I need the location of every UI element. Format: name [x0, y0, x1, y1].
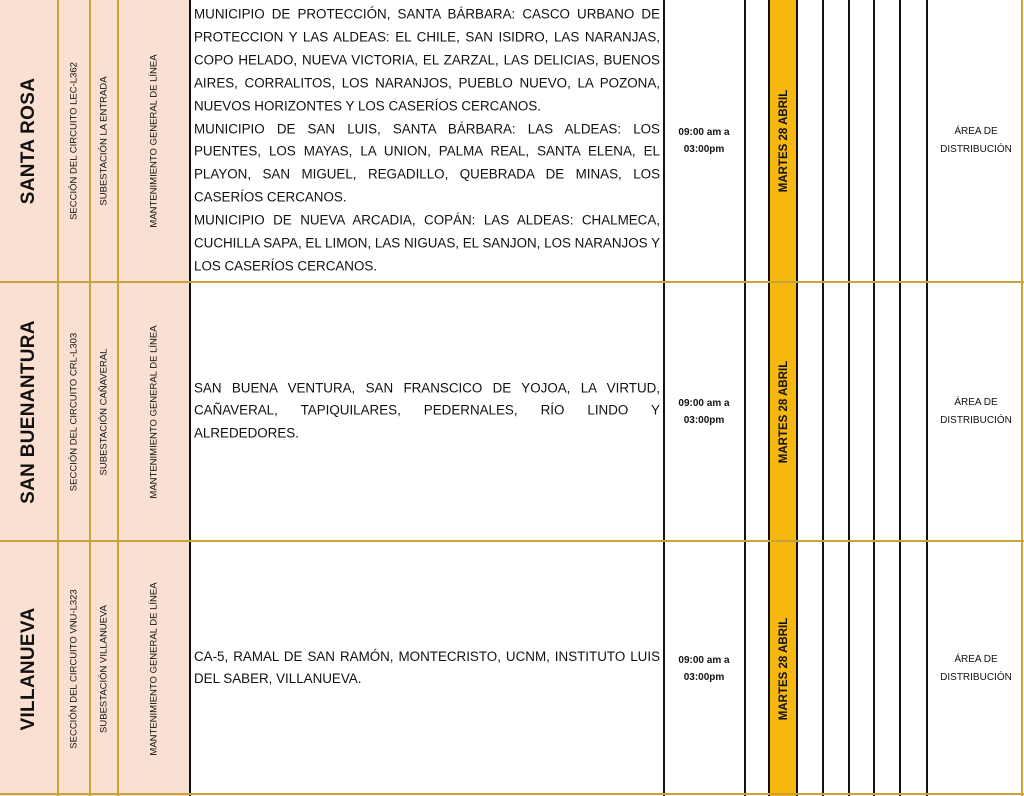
time-end: 03:00pm	[683, 144, 725, 155]
outage-date: MARTES 28 ABRIL	[777, 89, 790, 193]
affected-areas-paragraph: CA-5, RAMAL DE SAN RAMÓN, MONTECRISTO, UCNM, INSTITUTO LUIS DEL SABER, VILLANUEVA.	[194, 648, 660, 687]
responsible-area	[928, 123, 1024, 159]
affected-areas-paragraph: MUNICIPIO DE SAN LUIS, SANTA BÁRBARA: LAS ALDEAS: LOS PUENTES, LOS MAYAS, LA UNION, PALMA REAL, SANTA ELENA, EL PLAYON, SAN MIGUEL, REGADILLO, QUEBRADA DE MINAS, LOS CASERÍOS CERCANOS.	[194, 121, 660, 205]
affected-areas-text	[190, 646, 664, 692]
circuit-cell	[58, 0, 90, 282]
circuit-label: SECCIÓN DEL CIRCUITO LEC-L362	[68, 62, 80, 220]
zone-name: VILLANUEVA	[18, 607, 39, 730]
circuit-cell	[58, 282, 90, 541]
column-divider	[796, 0, 798, 796]
row-divider	[0, 281, 1024, 283]
time-cell	[664, 0, 744, 282]
date-cell	[770, 0, 797, 282]
column-divider	[89, 0, 91, 796]
area-line-2: DISTRIBUCIÓN	[940, 414, 1012, 426]
affected-areas-paragraph: SAN BUENA VENTURA, SAN FRANSCICO DE YOJOA, LA VIRTUD, CAÑAVERAL, TAPIQUILARES, PEDERNALES, RÍO LINDO Y ALREDEDORES.	[194, 380, 660, 441]
zone-name: SAN BUENANTURA	[18, 319, 39, 504]
time-start: 09:00 am a	[678, 127, 730, 138]
work-type-label: MANTENIMIENTO GENERAL DE LÍNEA	[148, 581, 160, 756]
column-divider	[822, 0, 824, 796]
zone-cell	[0, 0, 58, 282]
zone-cell	[0, 541, 58, 796]
date-cell	[770, 541, 797, 796]
column-divider	[663, 0, 665, 796]
area-line-2: DISTRIBUCIÓN	[940, 671, 1012, 683]
column-divider	[926, 0, 928, 796]
time-start: 09:00 am a	[678, 397, 730, 409]
column-divider	[744, 0, 746, 796]
affected-areas-cell	[190, 282, 664, 541]
affected-areas-text	[190, 4, 664, 279]
column-divider	[873, 0, 875, 796]
affected-areas-cell	[190, 541, 664, 796]
table-row	[0, 541, 1024, 796]
circuit-label: SECCIÓN DEL CIRCUITO VNU-L323	[68, 588, 80, 749]
substation-label: SUBESTACIÓN CAÑAVERAL	[98, 348, 110, 475]
column-divider	[848, 0, 850, 796]
affected-areas-text	[190, 377, 664, 446]
affected-areas-cell	[190, 0, 664, 282]
zone-cell	[0, 282, 58, 541]
outage-date: MARTES 28 ABRIL	[777, 617, 790, 720]
column-divider	[1021, 0, 1023, 796]
outage-date: MARTES 28 ABRIL	[777, 360, 790, 463]
column-divider	[117, 0, 119, 796]
substation-cell	[90, 0, 118, 282]
time-end: 03:00pm	[683, 671, 725, 683]
area-line-1: ÁREA DE	[954, 126, 998, 137]
responsible-area	[928, 394, 1024, 430]
zone-name: SANTA ROSA	[18, 77, 39, 205]
work-type-cell	[118, 541, 190, 796]
time-start: 09:00 am a	[678, 654, 730, 666]
substation-cell	[90, 541, 118, 796]
time-cell	[664, 541, 744, 796]
circuit-cell	[58, 541, 90, 796]
substation-cell	[90, 282, 118, 541]
row-divider	[0, 540, 1024, 542]
area-line-2: DISTRIBUCIÓN	[940, 144, 1012, 155]
area-line-1: ÁREA DE	[954, 396, 998, 408]
work-type-cell	[118, 282, 190, 541]
column-divider	[899, 0, 901, 796]
column-divider	[768, 0, 770, 796]
time-range	[664, 652, 744, 686]
area-cell	[928, 282, 1024, 541]
time-end: 03:00pm	[683, 414, 725, 426]
area-line-1: ÁREA DE	[954, 653, 998, 665]
area-cell	[928, 0, 1024, 282]
affected-areas-paragraph: MUNICIPIO DE NUEVA ARCADIA, COPÁN: LAS ALDEAS: CHALMECA, CUCHILLA SAPA, EL LIMON, LAS NIGUAS, EL SANJON, LOS NARANJOS Y LOS CASERÍOS CERCANOS.	[194, 212, 660, 274]
time-cell	[664, 282, 744, 541]
time-range	[664, 395, 744, 429]
substation-label: SUBESTACIÓN LA ENTRADA	[98, 76, 110, 206]
column-divider	[57, 0, 59, 796]
circuit-label: SECCIÓN DEL CIRCUITO CRL-L303	[68, 332, 80, 491]
table-row	[0, 0, 1024, 282]
responsible-area	[928, 651, 1024, 687]
column-divider	[189, 0, 191, 796]
table-row	[0, 282, 1024, 541]
row-divider	[0, 793, 1024, 795]
date-cell	[770, 282, 797, 541]
time-range	[664, 124, 744, 158]
work-type-label: MANTENIMIENTO GENERAL DE LÍNEA	[148, 54, 160, 228]
work-type-label: MANTENIMIENTO GENERAL DE LÍNEA	[148, 324, 160, 499]
work-type-cell	[118, 0, 190, 282]
substation-label: SUBESTACIÓN VILLANUEVA	[98, 604, 110, 733]
affected-areas-paragraph: MUNICIPIO DE PROTECCIÓN, SANTA BÁRBARA: CASCO URBANO DE PROTECCION Y LAS ALDEAS: EL CHILE, SAN ISIDRO, LAS NARANJAS, COPO HELADO, NUEVA VICTORIA, EL ZARZAL, LAS DELICIAS, BUENOS AIRES, CORRALITOS, LOS NARANJOS, PUEBLO NUEVO, LA POZONA, NUEVOS HORIZONTES Y LOS CASERÍOS CERCANOS.	[194, 6, 660, 114]
area-cell	[928, 541, 1024, 796]
